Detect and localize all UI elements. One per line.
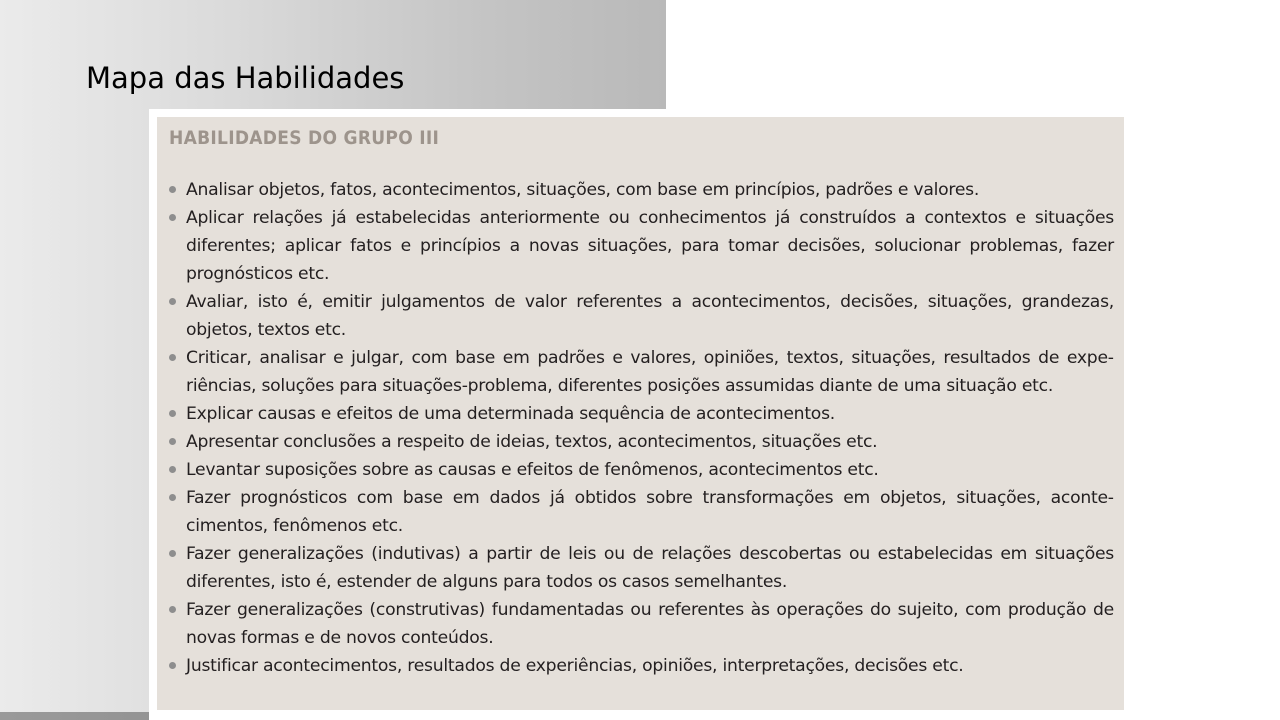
bullet-icon bbox=[169, 466, 176, 473]
skills-card bbox=[157, 117, 1124, 710]
skill-item-justificar bbox=[169, 652, 1114, 680]
bullet-icon bbox=[169, 438, 176, 445]
skill-item-analisar bbox=[169, 176, 1114, 204]
skill-item-criticar bbox=[169, 344, 1114, 400]
skill-item-prognosticos bbox=[169, 484, 1114, 540]
skill-text: Analisar objetos, fatos, acontecimentos, situações, com base em princípios, padrões e valores. bbox=[186, 180, 980, 200]
bullet-icon bbox=[169, 298, 176, 305]
skill-text: Justificar acontecimentos, resultados de experiências, opiniões, interpretações, decisões etc. bbox=[186, 656, 964, 676]
skill-text: Explicar causas e efeitos de uma determinada sequência de acontecimentos. bbox=[186, 404, 835, 424]
skill-text: Aplicar relações já estabelecidas anteriormente ou conhecimentos já construídos a contextos e situações diferentes; aplicar fatos e princípios a novas situações, para tomar decisões, solucionar problemas, fazer prognósticos etc. bbox=[186, 208, 1114, 284]
slide-title: Mapa das Habilidades bbox=[86, 61, 405, 95]
bullet-icon bbox=[169, 410, 176, 417]
skill-text: Levantar suposições sobre as causas e efeitos de fenômenos, acontecimentos etc. bbox=[186, 460, 879, 480]
skill-text: Criticar, analisar e julgar, com base em padrões e valores, opiniões, textos, situações, resultados de experiências, soluções para situações-problema, diferentes posições assumidas diante de uma situação etc. bbox=[186, 348, 1114, 396]
bullet-icon bbox=[169, 662, 176, 669]
skill-item-apresentar bbox=[169, 428, 1114, 456]
bullet-icon bbox=[169, 550, 176, 557]
bullet-icon bbox=[169, 214, 176, 221]
skill-item-explicar bbox=[169, 400, 1114, 428]
skill-text: Apresentar conclusões a respeito de ideias, textos, acontecimentos, situações etc. bbox=[186, 432, 878, 452]
skill-item-aplicar bbox=[169, 204, 1114, 288]
bullet-icon bbox=[169, 186, 176, 193]
skill-text: Avaliar, isto é, emitir julgamentos de valor referentes a acontecimentos, decisões, situações, grandezas, objetos, textos etc. bbox=[186, 292, 1114, 340]
skill-text: Fazer prognósticos com base em dados já obtidos sobre transformações em objetos, situações, acontecimentos, fenômenos etc. bbox=[186, 488, 1114, 536]
skill-item-levantar bbox=[169, 456, 1114, 484]
card-heading: HABILIDADES DO GRUPO III bbox=[169, 127, 440, 149]
bullet-icon bbox=[169, 606, 176, 613]
skill-text: Fazer generalizações (indutivas) a partir de leis ou de relações descobertas ou estabelecidas em situações diferentes, isto é, estender de alguns para todos os casos semelhantes. bbox=[186, 544, 1114, 592]
skill-item-generalizacoes-indutivas bbox=[169, 540, 1114, 596]
bullet-icon bbox=[169, 494, 176, 501]
bullet-icon bbox=[169, 354, 176, 361]
skill-text: Fazer generalizações (construtivas) fundamentadas ou referentes às operações do sujeito, com produção de novas formas e de novos conteúdos. bbox=[186, 600, 1114, 648]
skill-item-avaliar bbox=[169, 288, 1114, 344]
skill-list bbox=[169, 176, 1114, 680]
skill-item-generalizacoes-construtivas bbox=[169, 596, 1114, 652]
